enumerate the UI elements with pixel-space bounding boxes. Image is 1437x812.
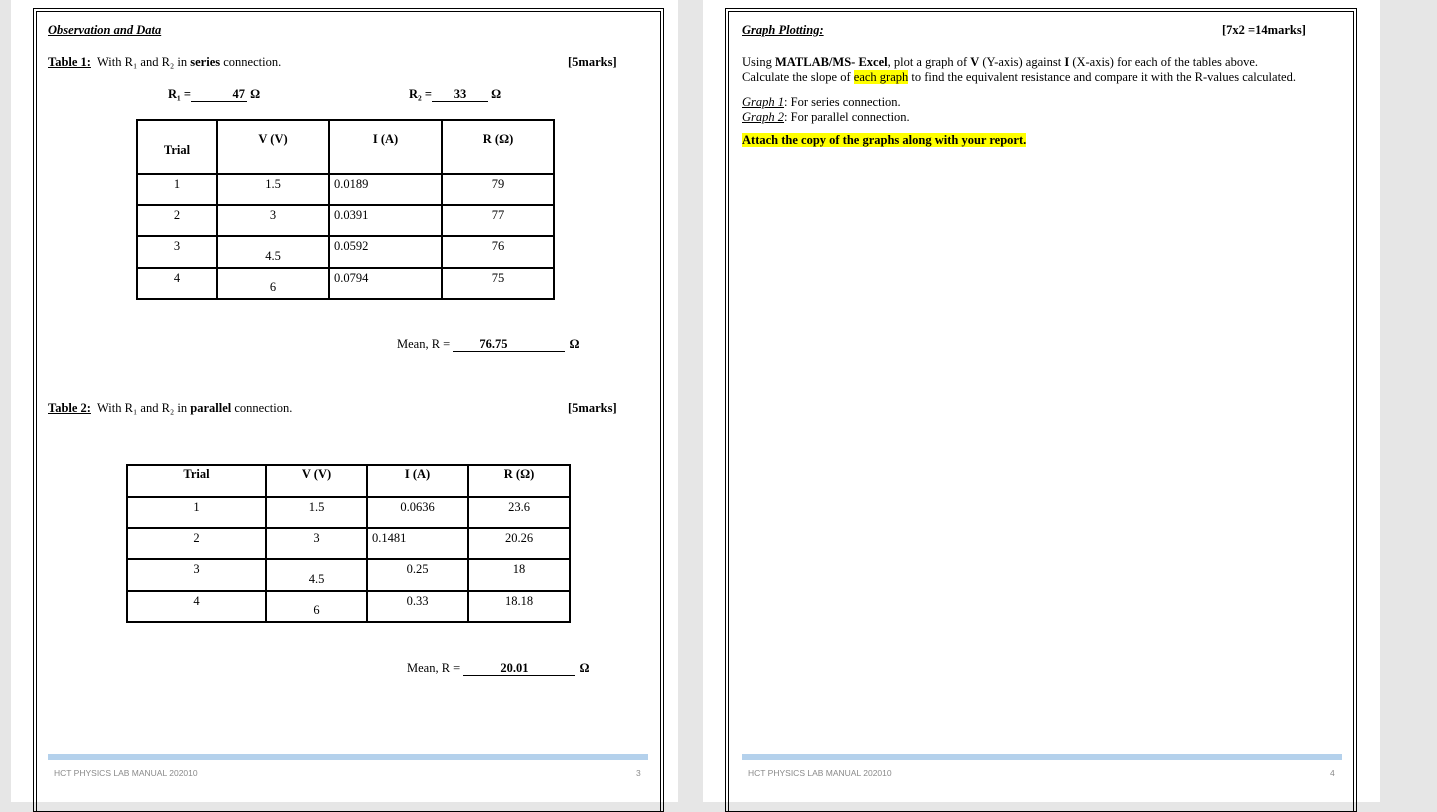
- r2-unit: Ω: [491, 87, 502, 101]
- table1-caption: [48, 55, 281, 70]
- cell-trial: 4: [127, 591, 266, 622]
- cell-voltage: 6: [266, 591, 367, 622]
- cell-voltage: 1.5: [266, 497, 367, 528]
- section-title-graph-plotting: Graph Plotting:: [742, 23, 824, 37]
- table2-mean-value: [463, 662, 575, 676]
- table1-mean: [397, 337, 580, 352]
- instr-text: (X-axis) for each of the tables above.: [1072, 55, 1258, 69]
- table1-mean-number: 76.75: [479, 337, 508, 351]
- cell-current: 0.0592: [329, 236, 442, 268]
- table2-mean-unit: Ω: [579, 661, 590, 675]
- header-trial: Trial: [127, 465, 266, 497]
- cell-current: 0.0636: [367, 497, 468, 528]
- cell-current: 0.0189: [329, 174, 442, 205]
- footer-divider: [48, 754, 648, 760]
- instruction-line-2: [742, 70, 1296, 85]
- cell-voltage: 6: [217, 268, 329, 299]
- table2-caption-label: Table 2:: [48, 401, 91, 415]
- table-row: [137, 236, 554, 268]
- instr-text: (Y-axis) against: [982, 55, 1062, 69]
- table1-caption-emph: series: [190, 55, 221, 69]
- table1-mean-unit: Ω: [569, 337, 580, 351]
- header-voltage: V (V): [266, 465, 367, 497]
- table1-caption-label: Table 1:: [48, 55, 91, 69]
- footer-text: HCT PHYSICS LAB MANUAL 202010: [748, 768, 892, 778]
- instr-i: I: [1064, 55, 1070, 69]
- attach-note-text: Attach the copy of the graphs along with your report.: [742, 133, 1027, 147]
- cell-current: 0.33: [367, 591, 468, 622]
- table-row: [127, 559, 570, 591]
- section-title-observation: Observation and Data: [48, 23, 162, 37]
- table-row: [137, 205, 554, 236]
- table1-marks: [5marks]: [568, 55, 617, 69]
- cell-voltage: 3: [266, 528, 367, 559]
- document-page-3: [11, 0, 678, 802]
- cell-resistance: 20.26: [468, 528, 570, 559]
- page-border-inner: [728, 11, 1354, 812]
- table2-caption-emph: parallel: [190, 401, 232, 415]
- graph-marks: [7x2 =14marks]: [1222, 23, 1306, 37]
- table-row: [137, 268, 554, 299]
- cell-trial: 3: [137, 236, 217, 268]
- series-data-table: [136, 119, 555, 300]
- table1-caption-prefix: With R₁ and R₂ in: [96, 55, 188, 69]
- highlight-each-graph: each graph: [853, 70, 909, 84]
- cell-trial: 2: [127, 528, 266, 559]
- footer-text: HCT PHYSICS LAB MANUAL 202010: [54, 768, 198, 778]
- table-header-row: [127, 465, 570, 497]
- graph2-line: [742, 110, 910, 125]
- cell-current: 0.1481: [367, 528, 468, 559]
- header-trial: Trial: [137, 120, 217, 174]
- header-current: I (A): [367, 465, 468, 497]
- r2-value: 33: [432, 88, 488, 102]
- cell-voltage: 4.5: [266, 559, 367, 591]
- graph2-text: : For parallel connection.: [784, 110, 910, 124]
- cell-current: 0.0391: [329, 205, 442, 236]
- cell-trial: 2: [137, 205, 217, 236]
- cell-current: 0.25: [367, 559, 468, 591]
- instr-v: V: [970, 55, 980, 69]
- cell-resistance: 79: [442, 174, 554, 205]
- cell-resistance: 76: [442, 236, 554, 268]
- document-page-4: [703, 0, 1380, 802]
- r2-label: R₂ =: [409, 87, 433, 101]
- header-resistance: R (Ω): [468, 465, 570, 497]
- cell-trial: 1: [127, 497, 266, 528]
- graph2-label: Graph 2: [742, 110, 785, 124]
- graph1-line: [742, 95, 901, 110]
- table2-mean: [407, 661, 590, 676]
- cell-trial: 3: [127, 559, 266, 591]
- attach-note: [742, 133, 1026, 148]
- table1-mean-label: Mean, R =: [397, 337, 451, 351]
- table2-marks: [5marks]: [568, 401, 617, 415]
- instr-text: Using: [742, 55, 772, 69]
- header-resistance: R (Ω): [442, 120, 554, 174]
- instr-text: Calculate the slope of: [742, 70, 851, 84]
- table-row: [127, 528, 570, 559]
- r1-value: 47: [191, 88, 247, 102]
- graph1-label: Graph 1: [742, 95, 785, 109]
- table2-caption: [48, 401, 292, 416]
- cell-trial: 4: [137, 268, 217, 299]
- page-number: 4: [1330, 768, 1335, 778]
- r1-label: R₁ =: [168, 87, 192, 101]
- page-number: 3: [636, 768, 641, 778]
- instr-software: MATLAB/MS- Excel: [775, 55, 888, 69]
- table1-mean-value: [453, 338, 565, 352]
- instruction-line-1: [742, 55, 1258, 70]
- cell-voltage: 4.5: [217, 236, 329, 268]
- cell-resistance: 18: [468, 559, 570, 591]
- table-row: [127, 591, 570, 622]
- cell-resistance: 23.6: [468, 497, 570, 528]
- cell-voltage: 1.5: [217, 174, 329, 205]
- header-voltage: V (V): [217, 120, 329, 174]
- cell-voltage: 3: [217, 205, 329, 236]
- table2-mean-number: 20.01: [500, 661, 529, 675]
- cell-current: 0.0794: [329, 268, 442, 299]
- table1-caption-suffix: connection.: [223, 55, 282, 69]
- table-row: [137, 174, 554, 205]
- header-current: I (A): [329, 120, 442, 174]
- table2-mean-label: Mean, R =: [407, 661, 461, 675]
- cell-resistance: 77: [442, 205, 554, 236]
- table2-caption-suffix: connection.: [234, 401, 293, 415]
- table2-caption-prefix: With R₁ and R₂ in: [96, 401, 188, 415]
- graph1-text: : For series connection.: [784, 95, 901, 109]
- footer-divider: [742, 754, 1342, 760]
- r2-field: [409, 87, 501, 102]
- r1-unit: Ω: [250, 87, 261, 101]
- table-row: [127, 497, 570, 528]
- cell-resistance: 18.18: [468, 591, 570, 622]
- instr-text: , plot a graph of: [887, 55, 968, 69]
- r1-field: [168, 87, 260, 102]
- cell-trial: 1: [137, 174, 217, 205]
- table-header-row: [137, 120, 554, 174]
- cell-resistance: 75: [442, 268, 554, 299]
- instr-text: to find the equivalent resistance and compare it with the R-values calculated.: [911, 70, 1296, 84]
- parallel-data-table: [126, 464, 571, 623]
